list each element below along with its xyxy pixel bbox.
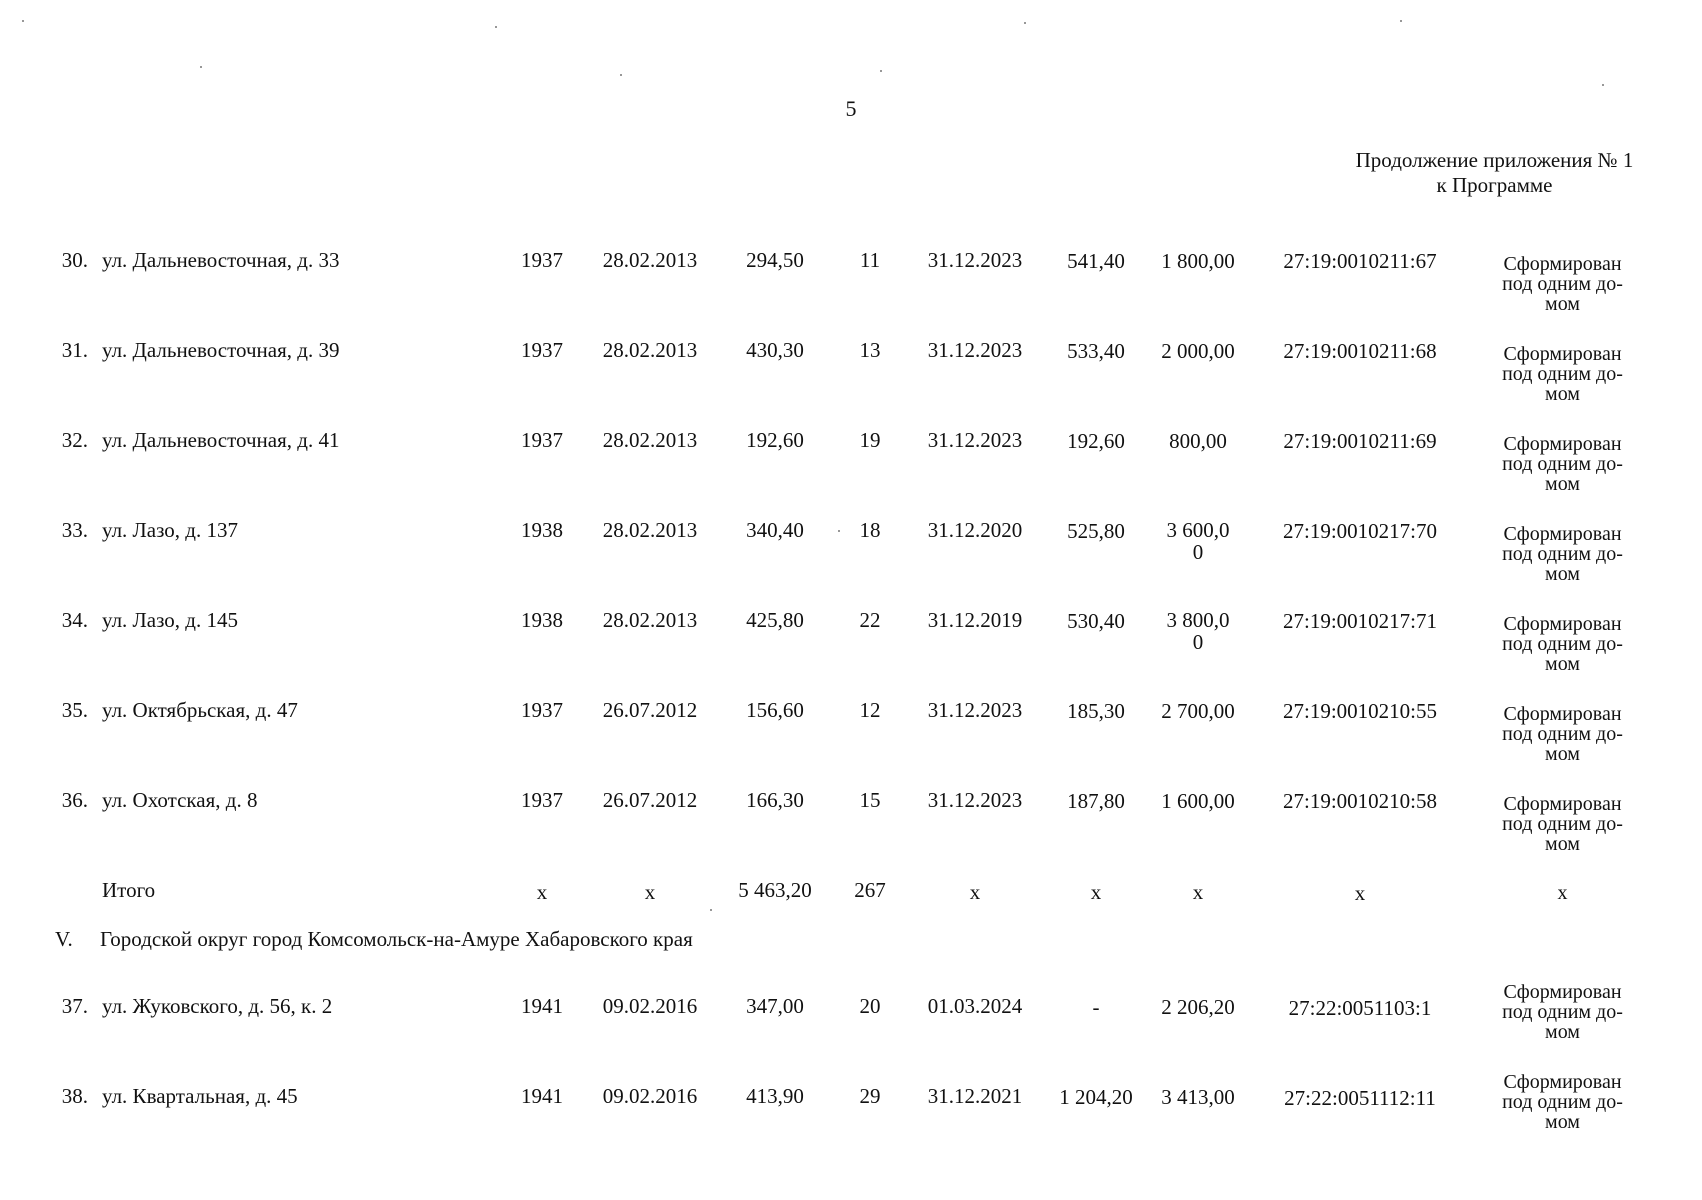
row-planned-date: 31.12.2023 (927, 338, 1023, 362)
row-area: 425,80 (746, 608, 804, 632)
land-area-line2: 0 (1192, 540, 1204, 564)
row-date: 26.07.2012 (602, 788, 698, 812)
row-area2: 1 204,20 (1059, 1085, 1133, 1109)
row-residents: 11 (859, 248, 881, 272)
row-year: 1937 (521, 698, 563, 722)
row-year: 1937 (521, 788, 563, 812)
row-area: 192,60 (746, 428, 804, 452)
row-residents: 22 (859, 608, 881, 632)
note-line1: Сформирован (1503, 1071, 1622, 1093)
row-note (1475, 704, 1650, 764)
row-area2: 541,40 (1067, 249, 1125, 273)
section-title-text: Городской округ город Комсомольск-на-Амуре Хабаровского края (100, 927, 693, 951)
row-residents: 15 (859, 788, 881, 812)
total-date: x (644, 880, 656, 904)
row-residents: 20 (859, 994, 881, 1018)
row-year: 1941 (521, 1084, 563, 1108)
row-cadastral: 27:19:0010211:69 (1283, 429, 1437, 453)
note-line3: мом (1545, 383, 1580, 405)
total-area2: x (1090, 880, 1102, 904)
land-area-line2: 0 (1192, 630, 1204, 654)
row-residents: 13 (859, 338, 881, 362)
row-area2: 192,60 (1067, 429, 1125, 453)
row-number: 32. (61, 428, 88, 452)
row-year: 1938 (521, 518, 563, 542)
row-residents: 19 (859, 428, 881, 452)
row-area2: 525,80 (1067, 519, 1125, 543)
scan-speck (1024, 22, 1026, 24)
row-address: ул. Дальневосточная, д. 39 (102, 338, 340, 362)
note-line3: мом (1545, 293, 1580, 315)
note-line1: Сформирован (1503, 793, 1622, 815)
row-date: 09.02.2016 (602, 1084, 698, 1108)
row-area2: - (1092, 995, 1100, 1019)
row-residents: 18 (859, 518, 881, 542)
row-land-area: 1 800,00 (1161, 249, 1235, 273)
scan-speck (1400, 20, 1402, 22)
row-date: 28.02.2013 (602, 608, 698, 632)
row-year: 1937 (521, 338, 563, 362)
note-line2: под одним до- (1502, 1091, 1623, 1113)
row-year: 1937 (521, 428, 563, 452)
scan-speck (495, 26, 497, 28)
note-line3: мом (1545, 1021, 1580, 1043)
row-land-area: 1 600,00 (1161, 789, 1235, 813)
row-number: 30. (61, 248, 88, 272)
row-number: 31. (61, 338, 88, 362)
row-number: 33. (61, 518, 88, 542)
row-residents: 12 (859, 698, 881, 722)
scan-speck (1602, 84, 1604, 86)
scan-speck (620, 74, 622, 76)
total-label: Итого (102, 878, 156, 902)
row-land-area: 3 413,00 (1161, 1085, 1235, 1109)
total-cadastral: x (1354, 881, 1366, 905)
row-address: ул. Октябрьская, д. 47 (102, 698, 298, 722)
row-address: ул. Квартальная, д. 45 (102, 1084, 298, 1108)
row-area2: 187,80 (1067, 789, 1125, 813)
row-note (1475, 434, 1650, 494)
row-planned-date: 31.12.2019 (927, 608, 1023, 632)
row-planned-date: 01.03.2024 (927, 994, 1023, 1018)
row-note (1475, 794, 1650, 854)
scan-speck (710, 909, 712, 911)
row-cadastral: 27:19:0010217:71 (1282, 609, 1437, 633)
row-date: 28.02.2013 (602, 338, 698, 362)
note-line2: под одним до- (1502, 813, 1623, 835)
appendix-title (1322, 148, 1667, 198)
appendix-title-line1: Продолжение приложения № 1 (1355, 148, 1634, 172)
scan-speck (22, 20, 24, 22)
note-line1: Сформирован (1503, 981, 1622, 1003)
row-area: 347,00 (746, 994, 804, 1018)
row-land-area: 2 700,00 (1161, 699, 1235, 723)
row-cadastral: 27:22:0051112:11 (1284, 1086, 1436, 1110)
row-cadastral: 27:19:0010210:58 (1282, 789, 1437, 813)
total-land-area: x (1192, 880, 1204, 904)
row-planned-date: 31.12.2021 (927, 1084, 1023, 1108)
row-land-area (1148, 609, 1248, 653)
row-note (1475, 344, 1650, 404)
row-number: 36. (61, 788, 88, 812)
row-date: 28.02.2013 (602, 428, 698, 452)
note-line2: под одним до- (1502, 633, 1623, 655)
row-date: 28.02.2013 (602, 518, 698, 542)
land-area-line1: 3 800,0 (1166, 608, 1230, 632)
row-address: ул. Охотская, д. 8 (102, 788, 258, 812)
row-date: 09.02.2016 (602, 994, 698, 1018)
row-area2: 533,40 (1067, 339, 1125, 363)
row-cadastral: 27:22:0051103:1 (1288, 996, 1432, 1020)
appendix-title-line2: к Программе (1436, 173, 1553, 197)
section-heading (55, 927, 693, 952)
row-year: 1937 (521, 248, 563, 272)
row-note (1475, 254, 1650, 314)
row-number: 34. (61, 608, 88, 632)
note-line3: мом (1545, 563, 1580, 585)
row-address: ул. Лазо, д. 137 (102, 518, 238, 542)
row-number: 35. (61, 698, 88, 722)
note-line2: под одним до- (1502, 363, 1623, 385)
total-residents: 267 (854, 878, 886, 902)
row-cadastral: 27:19:0010211:68 (1283, 339, 1437, 363)
row-address: ул. Лазо, д. 145 (102, 608, 238, 632)
row-area: 430,30 (746, 338, 804, 362)
row-area: 340,40 (746, 518, 804, 542)
note-line1: Сформирован (1503, 343, 1622, 365)
row-note (1475, 1072, 1650, 1132)
row-land-area: 2 000,00 (1161, 339, 1235, 363)
row-planned-date: 31.12.2023 (927, 698, 1023, 722)
row-area: 166,30 (746, 788, 804, 812)
note-line3: мом (1545, 1111, 1580, 1133)
note-line2: под одним до- (1502, 723, 1623, 745)
row-number: 38. (61, 1084, 88, 1108)
row-land-area: 800,00 (1169, 429, 1227, 453)
total-area: 5 463,20 (738, 878, 812, 902)
row-number: 37. (61, 994, 88, 1018)
note-line2: под одним до- (1502, 543, 1623, 565)
row-date: 28.02.2013 (602, 248, 698, 272)
total-planned-date: x (969, 880, 981, 904)
row-area: 156,60 (746, 698, 804, 722)
row-land-area: 2 206,20 (1161, 995, 1235, 1019)
note-line1: Сформирован (1503, 613, 1622, 635)
row-residents: 29 (859, 1084, 881, 1108)
row-date: 26.07.2012 (602, 698, 698, 722)
row-area2: 530,40 (1067, 609, 1125, 633)
row-year: 1938 (521, 608, 563, 632)
row-planned-date: 31.12.2023 (927, 788, 1023, 812)
note-line2: под одним до- (1502, 1001, 1623, 1023)
row-area: 294,50 (746, 248, 804, 272)
row-note (1475, 614, 1650, 674)
row-cadastral: 27:19:0010217:70 (1282, 519, 1437, 543)
total-year: x (536, 880, 548, 904)
row-planned-date: 31.12.2023 (927, 248, 1023, 272)
row-planned-date: 31.12.2020 (927, 518, 1023, 542)
note-line1: Сформирован (1503, 523, 1622, 545)
row-address: ул. Жуковского, д. 56, к. 2 (102, 994, 333, 1018)
row-planned-date: 31.12.2023 (927, 428, 1023, 452)
land-area-line1: 3 600,0 (1166, 518, 1230, 542)
row-address: ул. Дальневосточная, д. 33 (102, 248, 340, 272)
total-note: x (1557, 882, 1568, 904)
section-roman-number: V. (55, 927, 73, 951)
note-line3: мом (1545, 743, 1580, 765)
scan-speck (880, 70, 882, 72)
note-line2: под одним до- (1502, 453, 1623, 475)
note-line1: Сформирован (1503, 253, 1622, 275)
note-line1: Сформирован (1503, 703, 1622, 725)
scan-speck (200, 66, 202, 68)
row-note (1475, 982, 1650, 1042)
row-address: ул. Дальневосточная, д. 41 (102, 428, 340, 452)
row-area: 413,90 (746, 1084, 804, 1108)
note-line1: Сформирован (1503, 433, 1622, 455)
row-year: 1941 (521, 994, 563, 1018)
row-cadastral: 27:19:0010211:67 (1283, 249, 1437, 273)
note-line3: мом (1545, 473, 1580, 495)
note-line3: мом (1545, 833, 1580, 855)
note-line3: мом (1545, 653, 1580, 675)
scan-speck (838, 530, 840, 532)
row-land-area (1148, 519, 1248, 563)
row-cadastral: 27:19:0010210:55 (1282, 699, 1437, 723)
row-area2: 185,30 (1067, 699, 1125, 723)
row-note (1475, 524, 1650, 584)
page-number: 5 (845, 96, 857, 121)
note-line2: под одним до- (1502, 273, 1623, 295)
